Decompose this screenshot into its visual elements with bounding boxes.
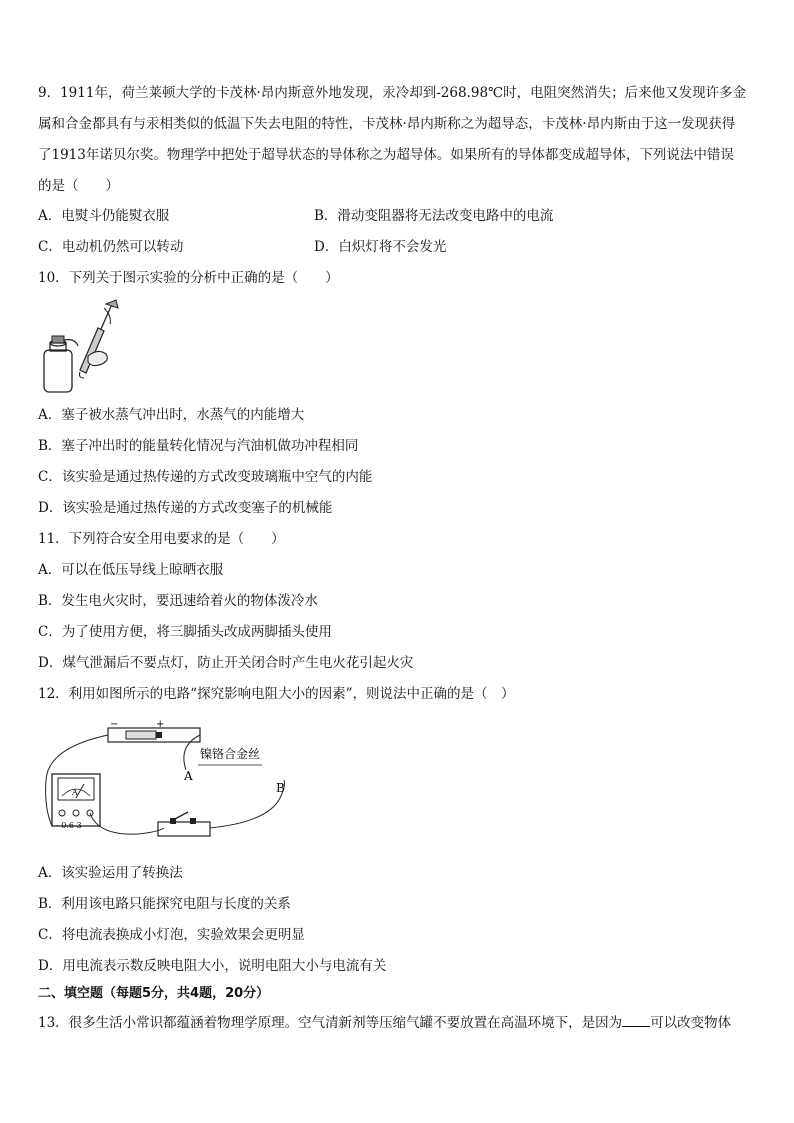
- q13-stem: [38, 1012, 731, 1032]
- point-a-label: A: [184, 769, 193, 783]
- q12-option-b: B．利用该电路只能探究电阻与长度的关系: [38, 896, 291, 912]
- q13-stem-before-blank: 13．很多生活小常识都蕴涵着物理学原理。空气清新剂等压缩气罐不要放置在高温环境下，是因为: [38, 1015, 623, 1031]
- q13-answer-blank: [622, 1012, 650, 1027]
- q9-option-a: A．电熨斗仍能熨衣服: [38, 208, 170, 224]
- q11-option-a: A．可以在低压导线上晾晒衣服: [38, 562, 224, 578]
- q13-stem-after-blank: 可以改变物体: [650, 1015, 732, 1031]
- q9-stem-line-2: 属和合金都具有与汞相类似的低温下失去电阻的特性，卡茂林·昂内斯称之为超导态，卡茂林·昂内斯由于这一发现获得: [38, 116, 736, 132]
- q9-stem-line-4: 的是（ ）: [38, 178, 119, 194]
- q9-stem-line-1: 9．1911年，荷兰莱顿大学的卡茂林·昂内斯意外地发现，汞冷却到-268.98℃时，电阻突然消失；后来他又发现许多金: [38, 85, 747, 101]
- q12-stem: 12．利用如图所示的电路“探究影响电阻大小的因素”，则说法中正确的是（ ）: [38, 686, 515, 702]
- q10-option-b: B．塞子冲出时的能量转化情况与汽油机做功冲程相同: [38, 438, 359, 454]
- battery-plus-label: +: [156, 719, 165, 730]
- q12-option-d: D．用电流表示数反映电阻大小，说明电阻大小与电流有关: [38, 958, 387, 974]
- point-b-label: B: [276, 781, 285, 795]
- q11-stem: 11．下列符合安全用电要求的是（ ）: [38, 531, 285, 547]
- q10-option-d: D．该实验是通过热传递的方式改变塞子的机械能: [38, 500, 333, 516]
- battery-minus-label: −: [110, 719, 119, 730]
- q12-option-c: C．将电流表换成小灯泡，实验效果会更明显: [38, 927, 305, 943]
- nichrome-wire-label: 镍铬合金丝: [200, 747, 261, 761]
- q9-stem-line-3: 了1913年诺贝尔奖。物理学中把处于超导状态的导体称之为超导体。如果所有的导体都变成超导体，下列说法中错误: [38, 147, 734, 163]
- ammeter-letter: A: [72, 788, 78, 797]
- section-2-heading: 二、填空题（每题5分，共4题，20分）: [38, 986, 270, 1001]
- q11-option-b: B．发生电火灾时，要迅速给着火的物体泼冷水: [38, 593, 318, 609]
- ammeter-terminal-labels: - 0.6 3: [56, 821, 82, 830]
- q9-option-c: C．电动机仍然可以转动: [38, 239, 184, 255]
- q12-option-a: A．该实验运用了转换法: [38, 865, 183, 881]
- q11-option-d: D．煤气泄漏后不要点灯，防止开关闭合时产生电火花引起火灾: [38, 655, 414, 671]
- q10-option-c: C．该实验是通过热传递的方式改变玻璃瓶中空气的内能: [38, 469, 373, 485]
- q11-option-c: C．为了使用方便，将三脚插头改成两脚插头使用: [38, 624, 332, 640]
- q10-option-a: A．塞子被水蒸气冲出时，水蒸气的内能增大: [38, 407, 305, 423]
- q9-option-b: B．滑动变阻器将无法改变电路中的电流: [314, 208, 554, 224]
- q10-figure-steam-bottle: [40, 298, 140, 398]
- q10-stem: 10．下列关于图示实验的分析中正确的是（ ）: [38, 270, 339, 286]
- q9-option-d: D．白炽灯将不会发光: [314, 239, 447, 255]
- q12-figure-circuit: [38, 718, 298, 842]
